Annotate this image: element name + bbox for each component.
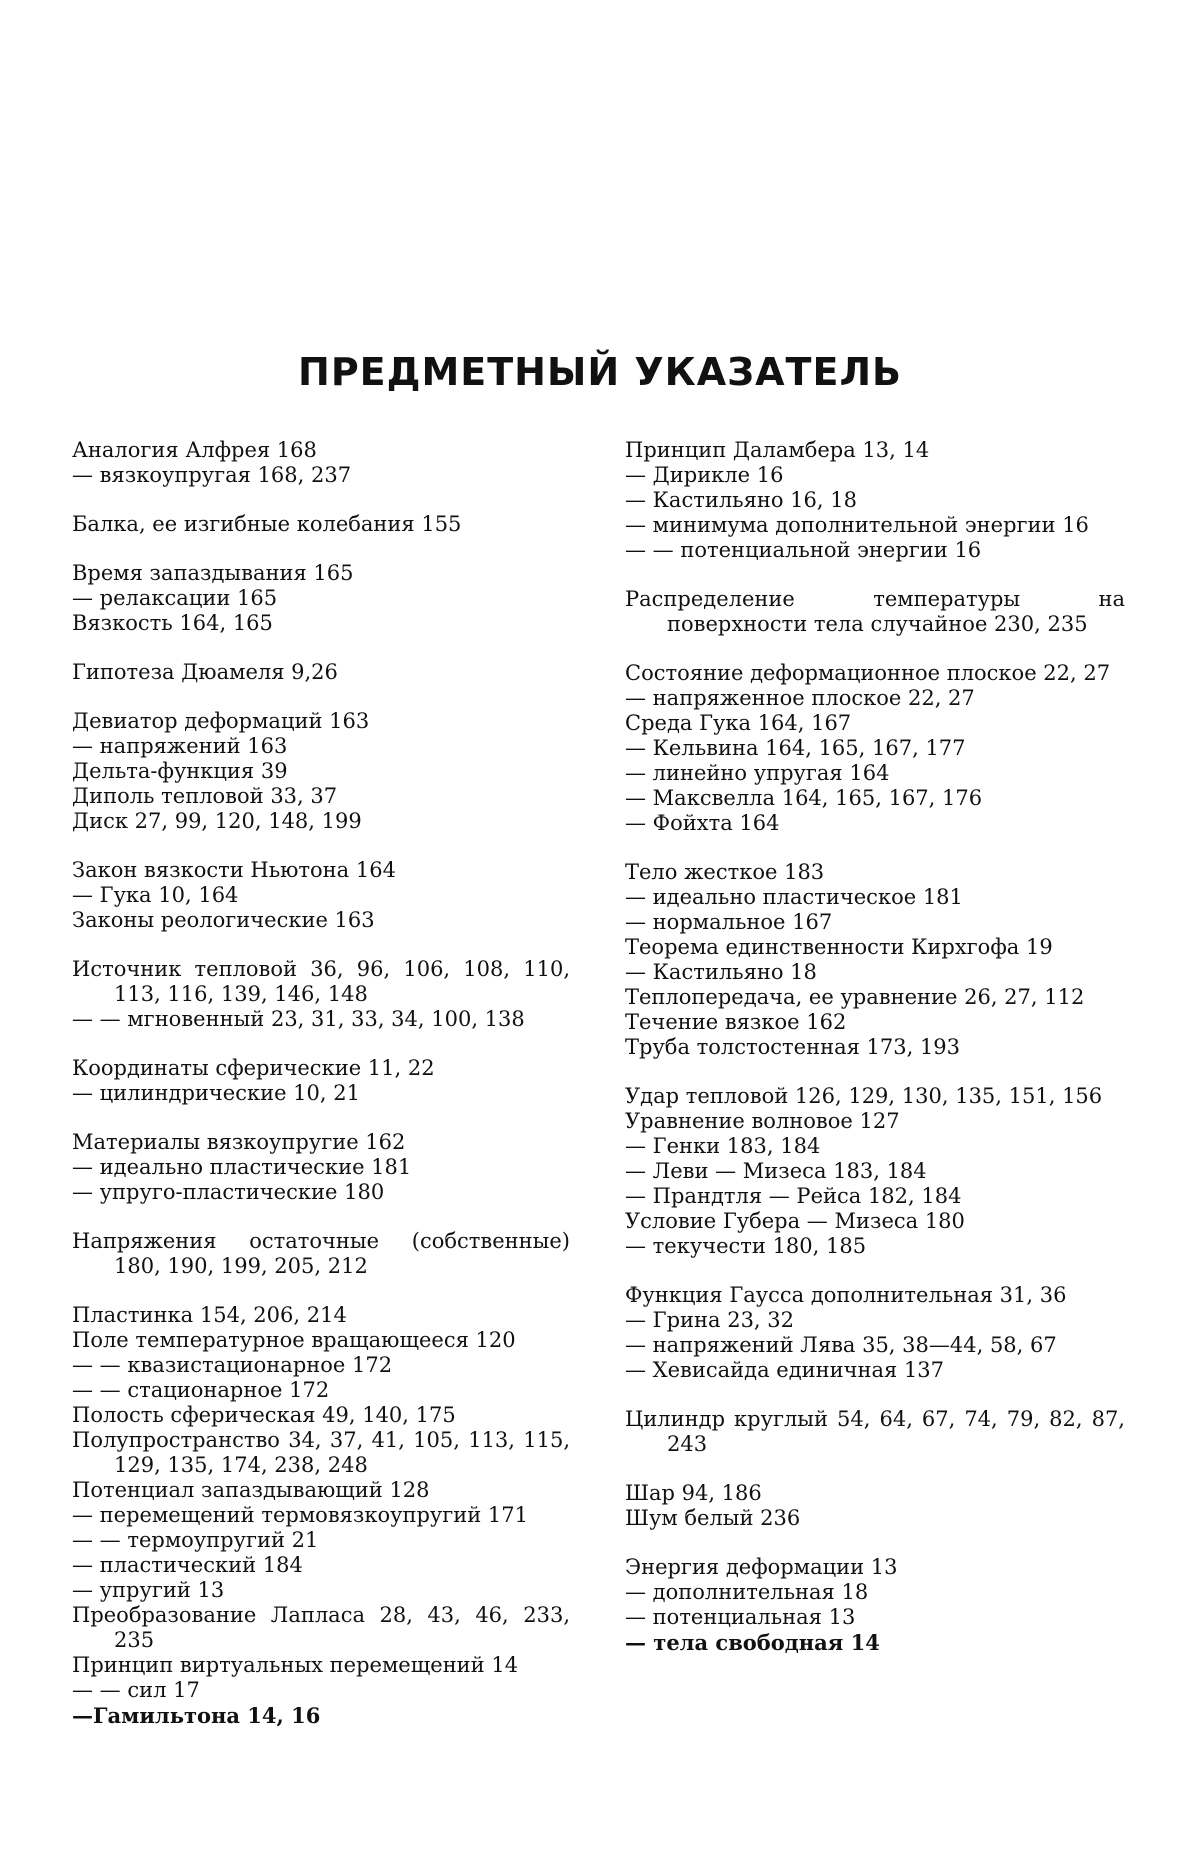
index-group — [625, 1084, 1125, 1259]
index-entry: — дополнительная 18 — [625, 1580, 869, 1604]
index-entry: — потенциальная 13 — [625, 1605, 856, 1629]
index-entry: Закон вязкости Ньютона 164 — [72, 858, 396, 882]
index-group — [72, 438, 570, 488]
index-entry: — напряжений 163 — [72, 734, 288, 758]
index-entry: — Максвелла 164, 165, 167, 176 — [625, 786, 983, 810]
index-entry: —Гамильтона 14, 16 — [72, 1703, 321, 1728]
index-entry: — линейно упругая 164 — [625, 761, 890, 785]
index-group — [625, 661, 1125, 836]
index-entry: — — потенциальной энергии 16 — [625, 538, 982, 562]
index-column-left — [72, 438, 570, 1752]
index-entry: — упругий 13 — [72, 1578, 225, 1602]
index-entry: Принцип виртуальных перемещений 14 — [72, 1653, 519, 1677]
index-entry: Материалы вязкоупругие 162 — [72, 1130, 406, 1154]
index-entry: — Генки 183, 184 — [625, 1134, 821, 1158]
index-entry: Принцип Даламбера 13, 14 — [625, 438, 930, 462]
index-entry: Диск 27, 99, 120, 148, 199 — [72, 809, 362, 833]
index-group — [72, 858, 570, 933]
index-entry: — релаксации 165 — [72, 586, 278, 610]
index-entry: Шум белый 236 — [625, 1506, 801, 1530]
index-entry: — идеально пластические 181 — [72, 1155, 412, 1179]
index-entry: Координаты сферические 11, 22 — [72, 1056, 435, 1080]
index-entry: — Кастильяно 16, 18 — [625, 488, 857, 512]
index-entry: — — стационарное 172 — [72, 1378, 330, 1402]
index-entry: Среда Гука 164, 167 — [625, 711, 852, 735]
index-entry: — вязкоупругая 168, 237 — [72, 463, 352, 487]
index-group — [72, 512, 570, 537]
index-entry: — — мгновенный 23, 31, 33, 34, 100, 138 — [72, 1007, 525, 1031]
index-entry: Энергия деформации 13 — [625, 1555, 898, 1579]
index-entry: Законы реологические 163 — [72, 908, 375, 932]
index-entry: Пластинка 154, 206, 214 — [72, 1303, 347, 1327]
index-entry: Теорема единственности Кирхгофа 19 — [625, 935, 1053, 959]
index-entry: Вязкость 164, 165 — [72, 611, 273, 635]
index-entry: — — квазистационарное 172 — [72, 1353, 393, 1377]
index-entry: — тела свободная 14 — [625, 1630, 880, 1655]
index-group — [72, 957, 570, 1032]
index-entry: Распределение температуры на поверхности тела случайное 230, 235 — [625, 587, 1125, 636]
index-column-right — [625, 438, 1125, 1679]
index-entry: Аналогия Алфрея 168 — [72, 438, 317, 462]
index-entry: — нормальное 167 — [625, 910, 833, 934]
index-entry: — Хевисайда единичная 137 — [625, 1358, 945, 1382]
index-group — [625, 1555, 1125, 1655]
index-entry: — Фойхта 164 — [625, 811, 780, 835]
index-entry: Условие Губера — Мизеса 180 — [625, 1209, 965, 1233]
index-entry: Труба толстостенная 173, 193 — [625, 1035, 961, 1059]
index-entry: — Прандтля — Рейса 182, 184 — [625, 1184, 962, 1208]
index-entry: — напряжений Лява 35, 38—44, 58, 67 — [625, 1333, 1057, 1357]
index-entry: — перемещений термовязкоупругий 171 — [72, 1503, 529, 1527]
index-entry: — Леви — Мизеса 183, 184 — [625, 1159, 927, 1183]
index-entry: — — термоупругий 21 — [72, 1528, 319, 1552]
index-entry: — — сил 17 — [72, 1678, 200, 1702]
index-entry: Источник тепловой 36, 96, 106, 108, 110, 113, 116, 139, 146, 148 — [72, 957, 570, 1006]
index-entry: Полость сферическая 49, 140, 175 — [72, 1403, 456, 1427]
index-entry: — пластический 184 — [72, 1553, 303, 1577]
index-entry: — текучести 180, 185 — [625, 1234, 867, 1258]
index-entry: Течение вязкое 162 — [625, 1010, 847, 1034]
index-entry: — цилиндрические 10, 21 — [72, 1081, 360, 1105]
index-entry: — напряженное плоское 22, 27 — [625, 686, 975, 710]
index-entry: — Дирикле 16 — [625, 463, 784, 487]
index-group — [72, 561, 570, 636]
index-entry: Напряжения остаточные (собственные) 180, 190, 199, 205, 212 — [72, 1229, 570, 1278]
index-group — [72, 660, 570, 685]
index-group — [72, 709, 570, 834]
index-group — [625, 587, 1125, 637]
index-entry: — идеально пластическое 181 — [625, 885, 963, 909]
index-group — [72, 1130, 570, 1205]
index-group — [72, 1056, 570, 1106]
index-entry: — минимума дополнительной энергии 16 — [625, 513, 1089, 537]
index-entry: Состояние деформационное плоское 22, 27 — [625, 661, 1111, 685]
index-group — [72, 1229, 570, 1279]
index-group — [625, 1481, 1125, 1531]
index-entry: Шар 94, 186 — [625, 1481, 762, 1505]
index-entry: Потенциал запаздывающий 128 — [72, 1478, 430, 1502]
index-group — [625, 1283, 1125, 1383]
index-entry: — Кастильяно 18 — [625, 960, 817, 984]
index-group — [625, 860, 1125, 1060]
index-entry: Полупространство 34, 37, 41, 105, 113, 115, 129, 135, 174, 238, 248 — [72, 1428, 570, 1477]
index-entry: — Грина 23, 32 — [625, 1308, 795, 1332]
index-entry: — упруго-пластические 180 — [72, 1180, 385, 1204]
index-entry: — Гука 10, 164 — [72, 883, 239, 907]
index-entry: Тело жесткое 183 — [625, 860, 825, 884]
index-entry: Дельта-функция 39 — [72, 759, 288, 783]
page-title: ПРЕДМЕТНЫЙ УКАЗАТЕЛЬ — [298, 350, 902, 394]
index-entry: Гипотеза Дюамеля 9,26 — [72, 660, 338, 684]
index-entry: Диполь тепловой 33, 37 — [72, 784, 338, 808]
index-entry: Теплопередача, ее уравнение 26, 27, 112 — [625, 985, 1085, 1009]
index-entry: Балка, ее изгибные колебания 155 — [72, 512, 462, 536]
index-entry: Девиатор деформаций 163 — [72, 709, 370, 733]
index-group — [625, 438, 1125, 563]
index-entry: Функция Гаусса дополнительная 31, 36 — [625, 1283, 1067, 1307]
index-group — [625, 1407, 1125, 1457]
index-entry: Цилиндр круглый 54, 64, 67, 74, 79, 82, 87, 243 — [625, 1407, 1125, 1456]
index-entry: Время запаздывания 165 — [72, 561, 354, 585]
index-entry: Поле температурное вращающееся 120 — [72, 1328, 516, 1352]
index-entry: Уравнение волновое 127 — [625, 1109, 900, 1133]
index-entry: Преобразование Лапласа 28, 43, 46, 233, 235 — [72, 1603, 570, 1652]
index-group — [72, 1303, 570, 1728]
index-entry: Удар тепловой 126, 129, 130, 135, 151, 156 — [625, 1084, 1103, 1108]
index-entry: — Кельвина 164, 165, 167, 177 — [625, 736, 966, 760]
